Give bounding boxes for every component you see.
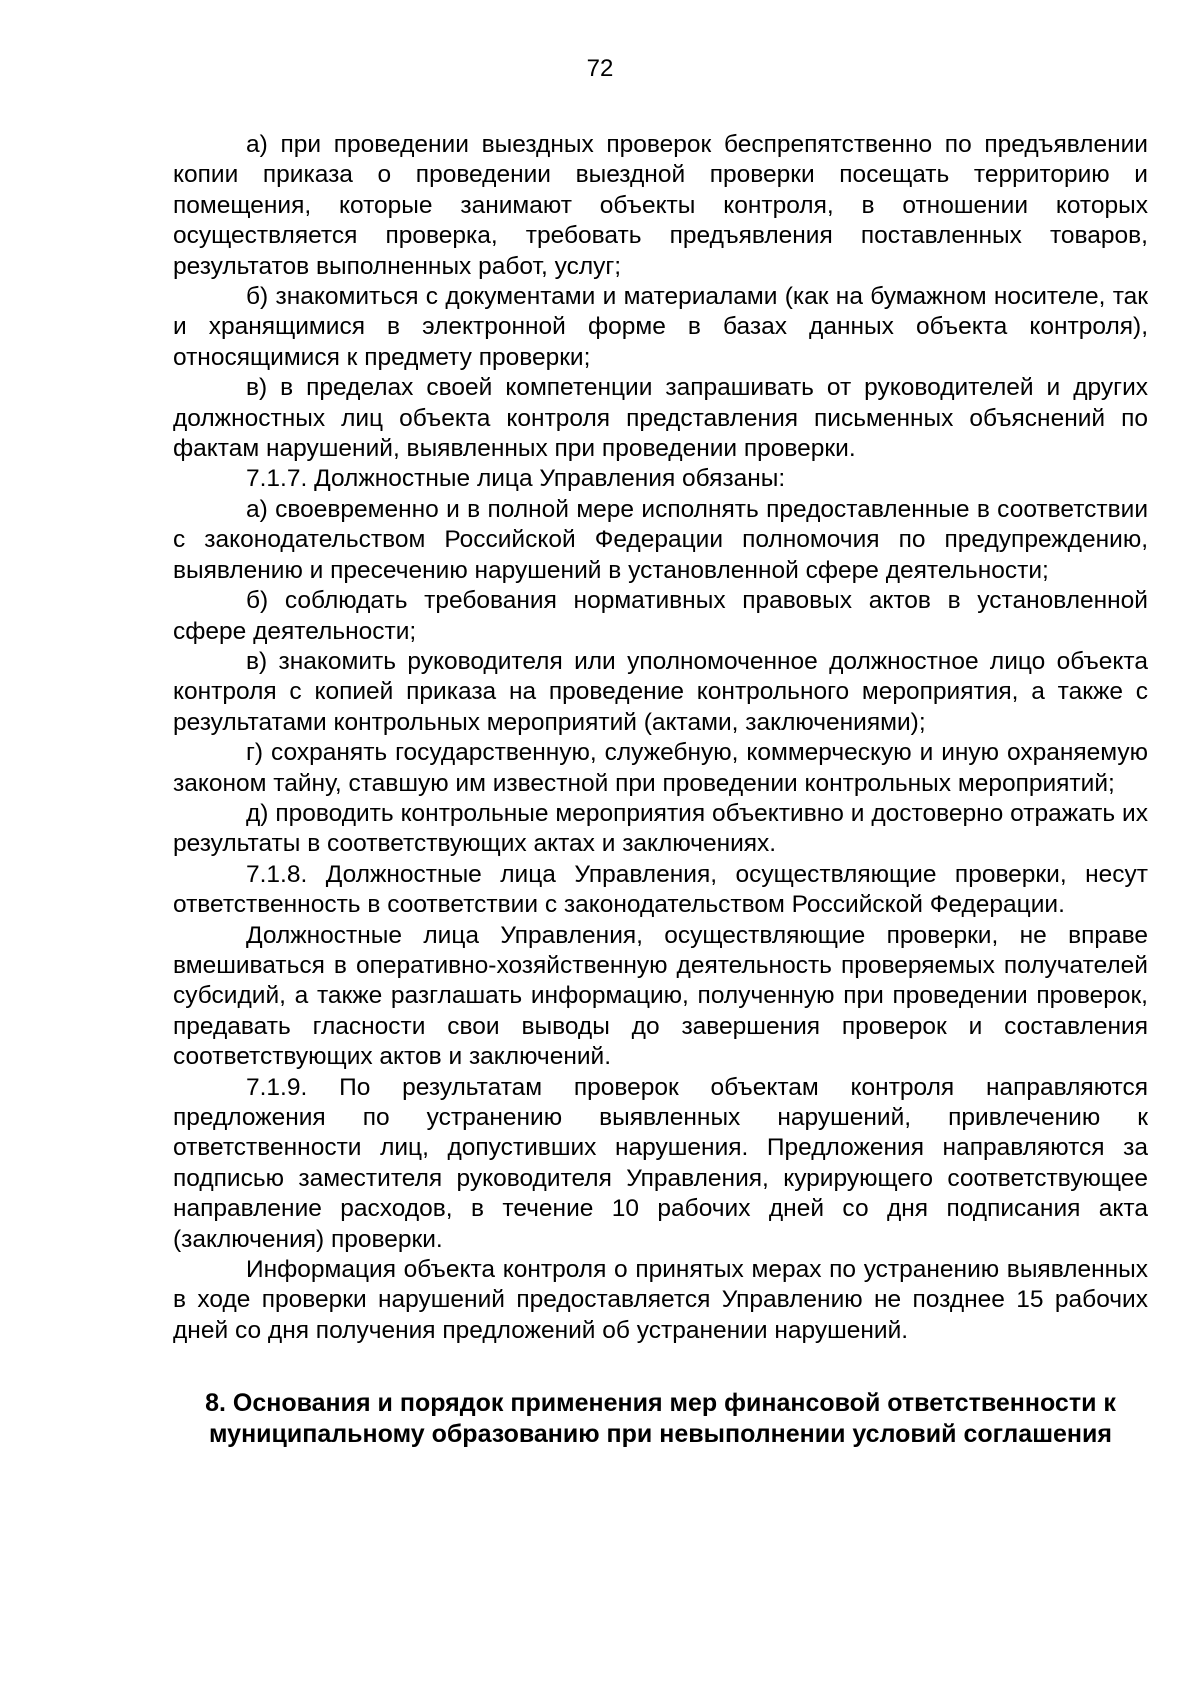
document-body: [173, 130, 1148, 1450]
paragraph-7-1-6-a: а) при проведении выездных проверок беспрепятственно по предъявлении копии приказа о проведении выездной проверки посещать территорию и помещения, которые занимают объекты контроля, в отношении которых осуществляется проверка, требовать предъявления поставленных товаров, результатов выполненных работ, услуг;: [173, 131, 1148, 280]
section-8-heading-line-1: 8. Основания и порядок применения мер финансовой ответственности к: [205, 1389, 1116, 1418]
paragraph-7-1-9-continued: Информация объекта контроля о принятых мерах по устранению выявленных в ходе проверки нарушений предоставляется Управлению не позднее 15 рабочих дней со дня получения предложений об устранении нарушений.: [173, 1256, 1148, 1344]
section-8-heading-line-2: муниципальному образованию при невыполнении условий соглашения: [209, 1420, 1112, 1449]
paragraph-7-1-8-continued: Должностные лица Управления, осуществляющие проверки, не вправе вмешиваться в оперативно-хозяйственную деятельность проверяемых получателей субсидий, а также разглашать информацию, полученную при проведении проверок, предавать гласности свои выводы до завершения проверок и составления соответствующих актов и заключений.: [173, 921, 1148, 1071]
section-8-heading: [173, 1388, 1148, 1450]
paragraph-7-1-6-b: б) знакомиться с документами и материалами (как на бумажном носителе, так и хранящимися в электронной форме в базах данных объекта контроля), относящимися к предмету проверки;: [173, 283, 1148, 371]
paragraph-7-1-7-v: в) знакомить руководителя или уполномоченное должностное лицо объекта контроля с копией приказа на проведение контрольного мероприятия, а также с результатами контрольных мероприятий (актами, заключениями);: [173, 647, 1148, 736]
paragraph-7-1-7-d: д) проводить контрольные мероприятия объективно и достоверно отражать их результаты в соответствующих актах и заключениях.: [173, 799, 1148, 858]
paragraph-7-1-7-a: а) своевременно и в полной мере исполнять предоставленные в соответствии с законодательством Российской Федерации полномочия по предупреждению, выявлению и пресечению нарушений в установленной сфере деятельности;: [173, 495, 1148, 584]
page-number: 72: [586, 55, 614, 82]
paragraph-7-1-6-v: в) в пределах своей компетенции запрашивать от руководителей и других должностных лиц объекта контроля представления письменных объяснений по фактам нарушений, выявленных при проведении проверки.: [173, 374, 1148, 463]
paragraph-7-1-9: 7.1.9. По результатам проверок объектам контроля направляются предложения по устранению выявленных нарушений, привлечению к ответственности лиц, допустивших нарушения. Предложения направляются за подписью заместителя руководителя Управления, курирующего соответствующее направление расходов, в течение 10 рабочих дней со дня подписания акта (заключения) проверки.: [173, 1073, 1148, 1253]
paragraph-7-1-7-g: г) сохранять государственную, служебную, коммерческую и иную охраняемую законом тайну, ставшую им известной при проведении контрольных мероприятий;: [173, 739, 1148, 797]
paragraph-7-1-7-b: б) соблюдать требования нормативных правовых актов в установленной сфере деятельности;: [173, 587, 1148, 645]
paragraph-7-1-7: 7.1.7. Должностные лица Управления обязаны:: [246, 465, 786, 493]
paragraph-7-1-8: 7.1.8. Должностные лица Управления, осуществляющие проверки, несут ответственность в соответствии с законодательством Российской Федерации.: [173, 860, 1148, 919]
